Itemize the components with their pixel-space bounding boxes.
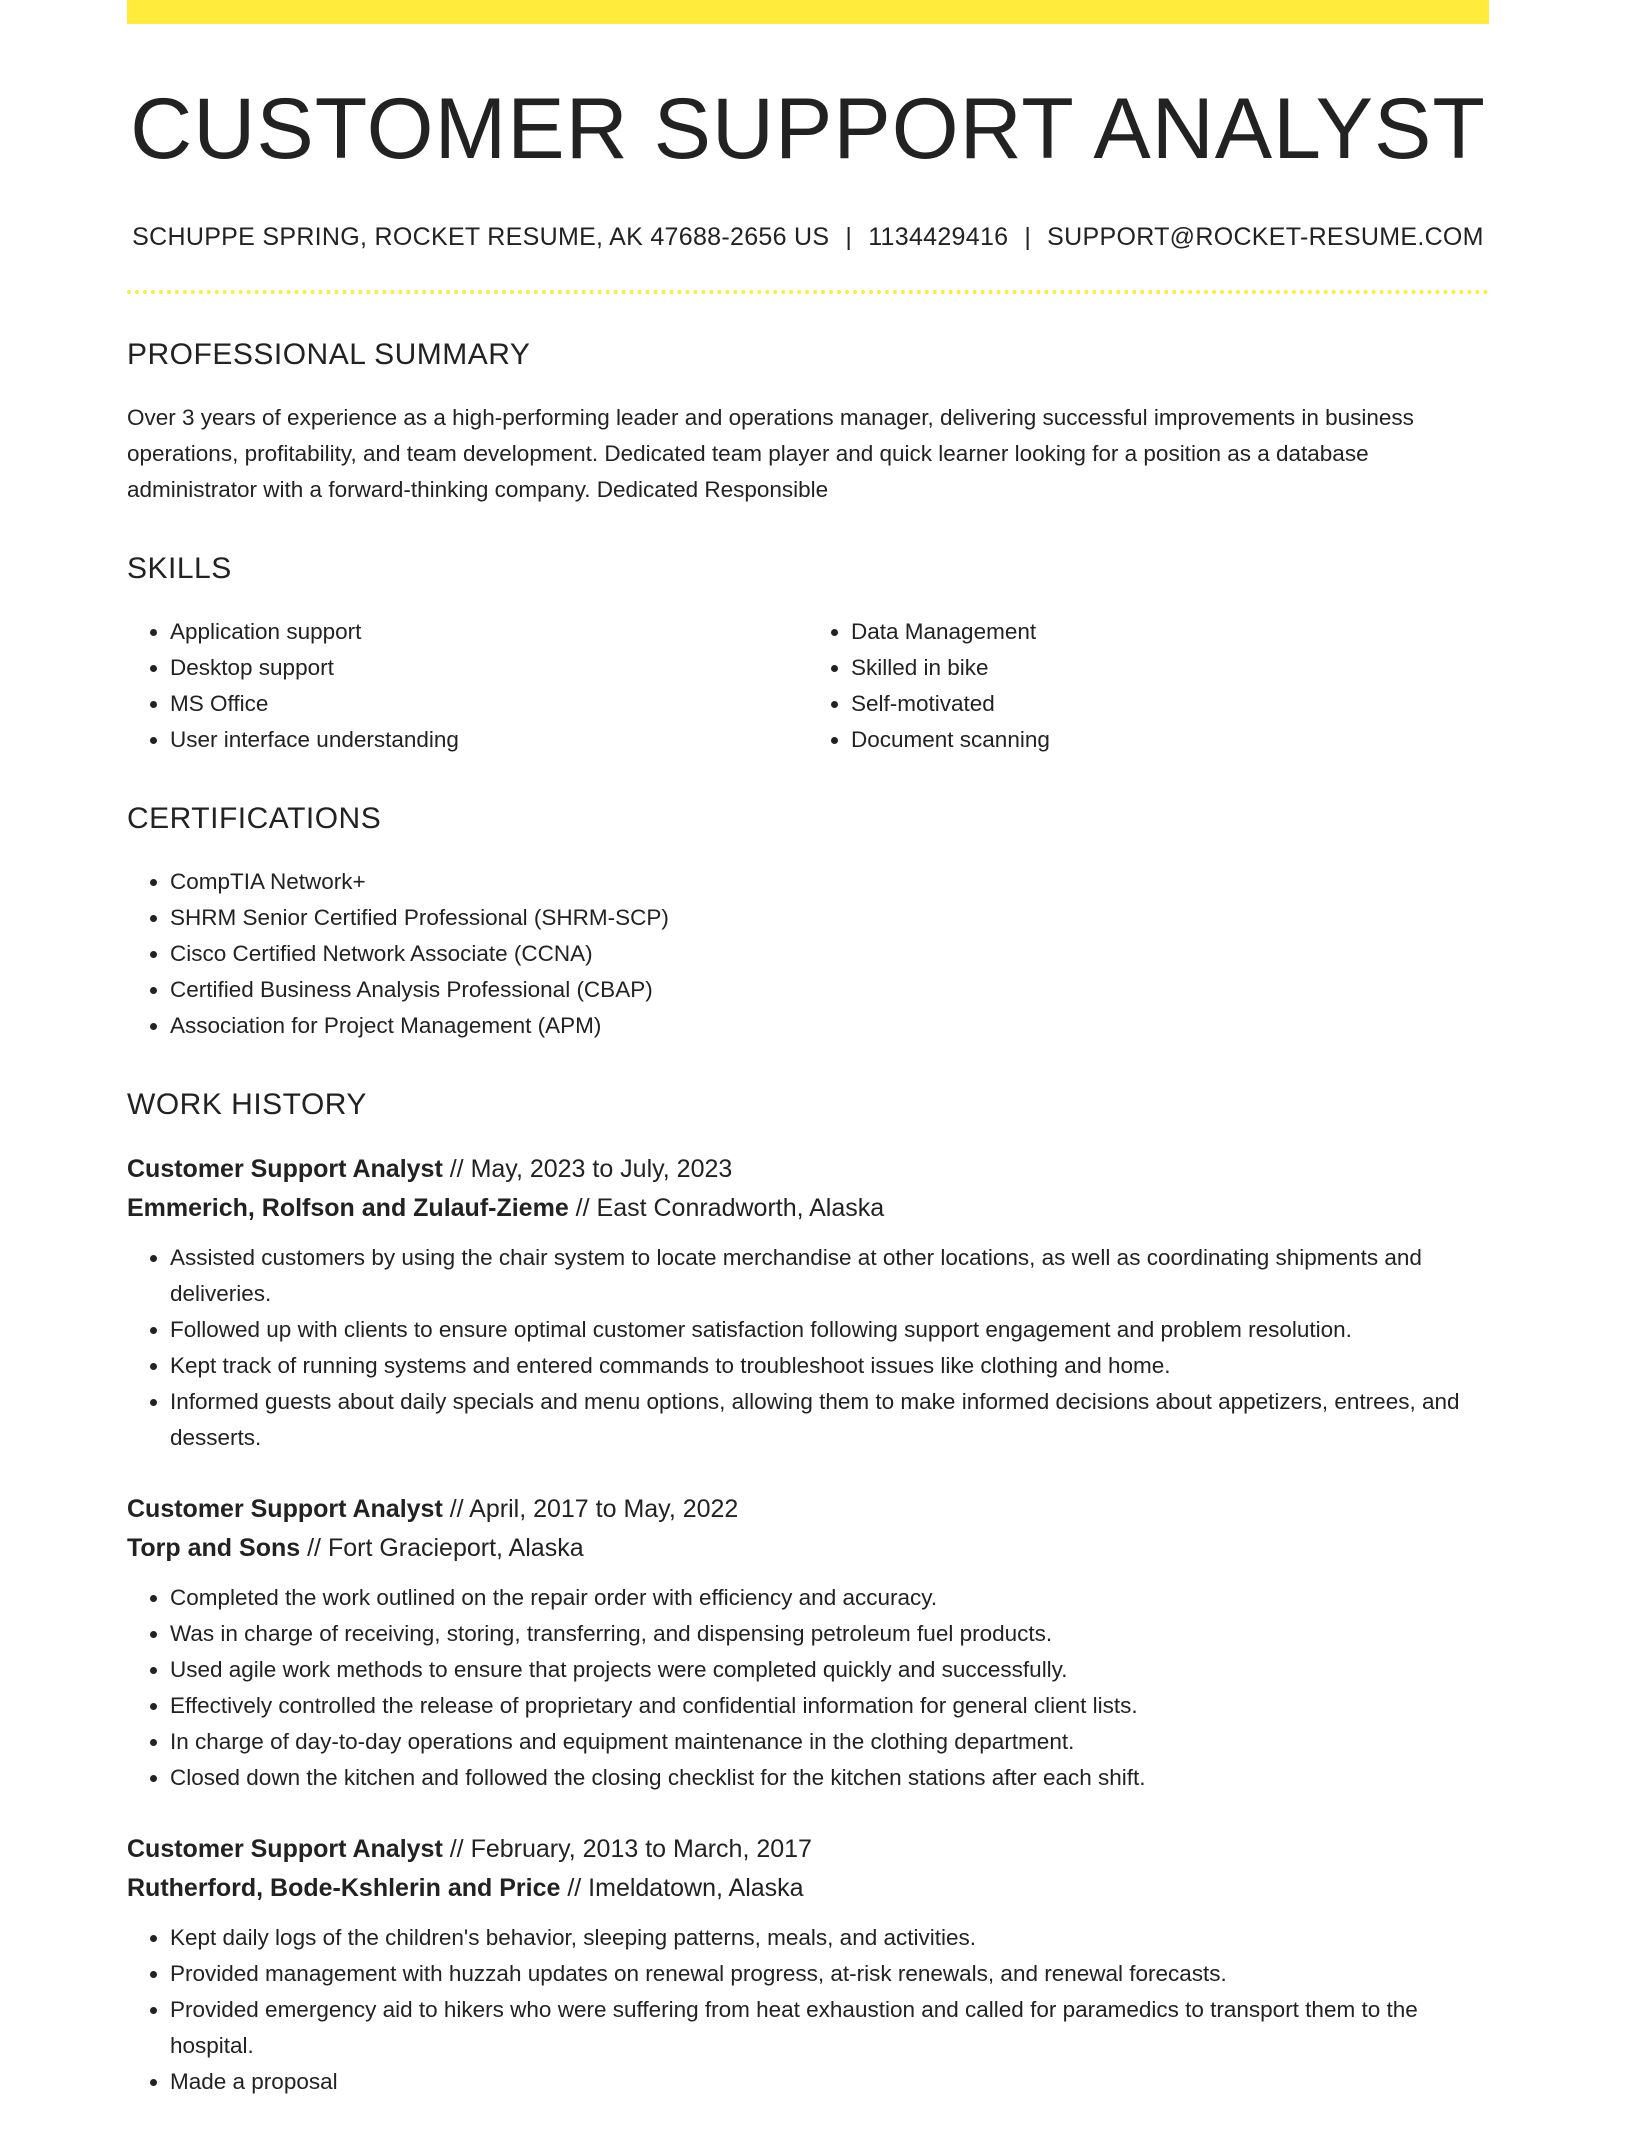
job-bullet: • Assisted customers by using the chair system to locate merchandise at other locations, as well as coordinating shipments and deliveries. xyxy=(170,1240,1489,1312)
job-bullets xyxy=(127,1920,1489,2100)
job-bullet: • Provided emergency aid to hikers who were suffering from heat exhaustion and called for paramedics to transport them to the hospital. xyxy=(170,1992,1489,2064)
summary-text: Over 3 years of experience as a high-performing leader and operations manager, delivering successful improvements in business operations, profitability, and team development. Dedicated team player and quick learner looking for a position as a database administrator with a forward-thinking company. Dedicated Responsible xyxy=(127,404,1414,502)
job-entry xyxy=(127,1490,1489,1796)
skills-section xyxy=(127,552,1489,758)
job-role-line xyxy=(127,1150,1489,1189)
job-location: // Fort Gracieport, Alaska xyxy=(300,1533,584,1562)
certification-item: • Association for Project Management (APM) xyxy=(170,1008,1489,1044)
job-entry xyxy=(127,1830,1489,2100)
job-role-line xyxy=(127,1490,1489,1529)
job-dates: // February, 2013 to March, 2017 xyxy=(442,1834,812,1863)
skills-list-right xyxy=(808,614,1489,758)
job-bullet: • Completed the work outlined on the repair order with efficiency and accuracy. xyxy=(170,1580,1489,1616)
job-bullet: • Kept track of running systems and entered commands to troubleshoot issues like clothing and home. xyxy=(170,1348,1489,1384)
skills-grid xyxy=(127,614,1489,758)
job-bullets xyxy=(127,1580,1489,1796)
skill-item: • User interface understanding xyxy=(170,722,808,758)
job-role: Customer Support Analyst xyxy=(127,1154,443,1183)
job-role: Customer Support Analyst xyxy=(127,1494,443,1523)
job-bullet: • Informed guests about daily specials and menu options, allowing them to make informed decisions about appetizers, entrees, and desserts. xyxy=(170,1384,1489,1456)
job-bullet: • In charge of day-to-day operations and equipment maintenance in the clothing department. xyxy=(170,1724,1489,1760)
certification-item: • Certified Business Analysis Professional (CBAP) xyxy=(170,972,1489,1008)
contact-address: SCHUPPE SPRING, ROCKET RESUME, AK 47688-2656 US xyxy=(132,222,830,251)
job-role-line xyxy=(127,1830,1489,1869)
contact-email: SUPPORT@ROCKET-RESUME.COM xyxy=(1047,222,1484,251)
job-bullet: • Was in charge of receiving, storing, transferring, and dispensing petroleum fuel products. xyxy=(170,1616,1489,1652)
job-bullet: • Closed down the kitchen and followed the closing checklist for the kitchen stations after each shift. xyxy=(170,1760,1489,1796)
skill-item: • Data Management xyxy=(851,614,1489,650)
skill-item: • Application support xyxy=(170,614,808,650)
skill-item: • Document scanning xyxy=(851,722,1489,758)
contact-phone: 1134429416 xyxy=(868,222,1009,251)
accent-bar xyxy=(127,0,1489,24)
certification-item: • SHRM Senior Certified Professional (SHRM-SCP) xyxy=(170,900,1489,936)
contact-separator: | xyxy=(845,222,853,251)
job-bullet: • Followed up with clients to ensure optimal customer satisfaction following support engagement and problem resolution. xyxy=(170,1312,1489,1348)
skill-item: • Self-motivated xyxy=(851,686,1489,722)
section-title-summary: PROFESSIONAL SUMMARY xyxy=(127,337,531,371)
job-bullet: • Effectively controlled the release of proprietary and confidential information for general client lists. xyxy=(170,1688,1489,1724)
job-company: Emmerich, Rolfson and Zulauf-Zieme xyxy=(127,1193,569,1222)
job-bullet: • Made a proposal xyxy=(170,2064,1489,2100)
contact-line xyxy=(127,223,1489,252)
job-company-line xyxy=(127,1869,1489,1908)
skill-item: • MS Office xyxy=(170,686,808,722)
job-bullet: • Kept daily logs of the children's behavior, sleeping patterns, meals, and activities. xyxy=(170,1920,1489,1956)
dotted-divider xyxy=(127,290,1489,294)
job-dates: // April, 2017 to May, 2022 xyxy=(442,1494,739,1523)
work-history-section xyxy=(127,1088,1489,2100)
summary-section xyxy=(127,338,1489,508)
certifications-section xyxy=(127,802,1489,1044)
job-location: // Imeldatown, Alaska xyxy=(560,1873,804,1902)
job-company: Torp and Sons xyxy=(127,1533,301,1562)
job-company-line xyxy=(127,1189,1489,1228)
job-bullet: • Provided management with huzzah updates on renewal progress, at-risk renewals, and renewal forecasts. xyxy=(170,1956,1489,1992)
skill-item: • Desktop support xyxy=(170,650,808,686)
job-bullet: • Used agile work methods to ensure that projects were completed quickly and successfully. xyxy=(170,1652,1489,1688)
section-title-work-history: WORK HISTORY xyxy=(127,1087,367,1121)
section-title-certifications: CERTIFICATIONS xyxy=(127,801,382,835)
job-bullets xyxy=(127,1240,1489,1456)
certification-item: • CompTIA Network+ xyxy=(170,864,1489,900)
section-title-skills: SKILLS xyxy=(127,551,232,585)
job-dates: // May, 2023 to July, 2023 xyxy=(442,1154,733,1183)
job-entry xyxy=(127,1150,1489,1456)
resume-page xyxy=(127,0,1489,2134)
job-company: Rutherford, Bode-Kshlerin and Price xyxy=(127,1873,561,1902)
certification-item: • Cisco Certified Network Associate (CCNA) xyxy=(170,936,1489,972)
skills-list-left xyxy=(127,614,808,758)
job-location: // East Conradworth, Alaska xyxy=(568,1193,885,1222)
resume-title: CUSTOMER SUPPORT ANALYST xyxy=(130,81,1486,177)
skill-item: • Skilled in bike xyxy=(851,650,1489,686)
contact-separator: | xyxy=(1024,222,1032,251)
certifications-list xyxy=(127,864,1489,1044)
job-company-line xyxy=(127,1529,1489,1568)
job-role: Customer Support Analyst xyxy=(127,1834,443,1863)
